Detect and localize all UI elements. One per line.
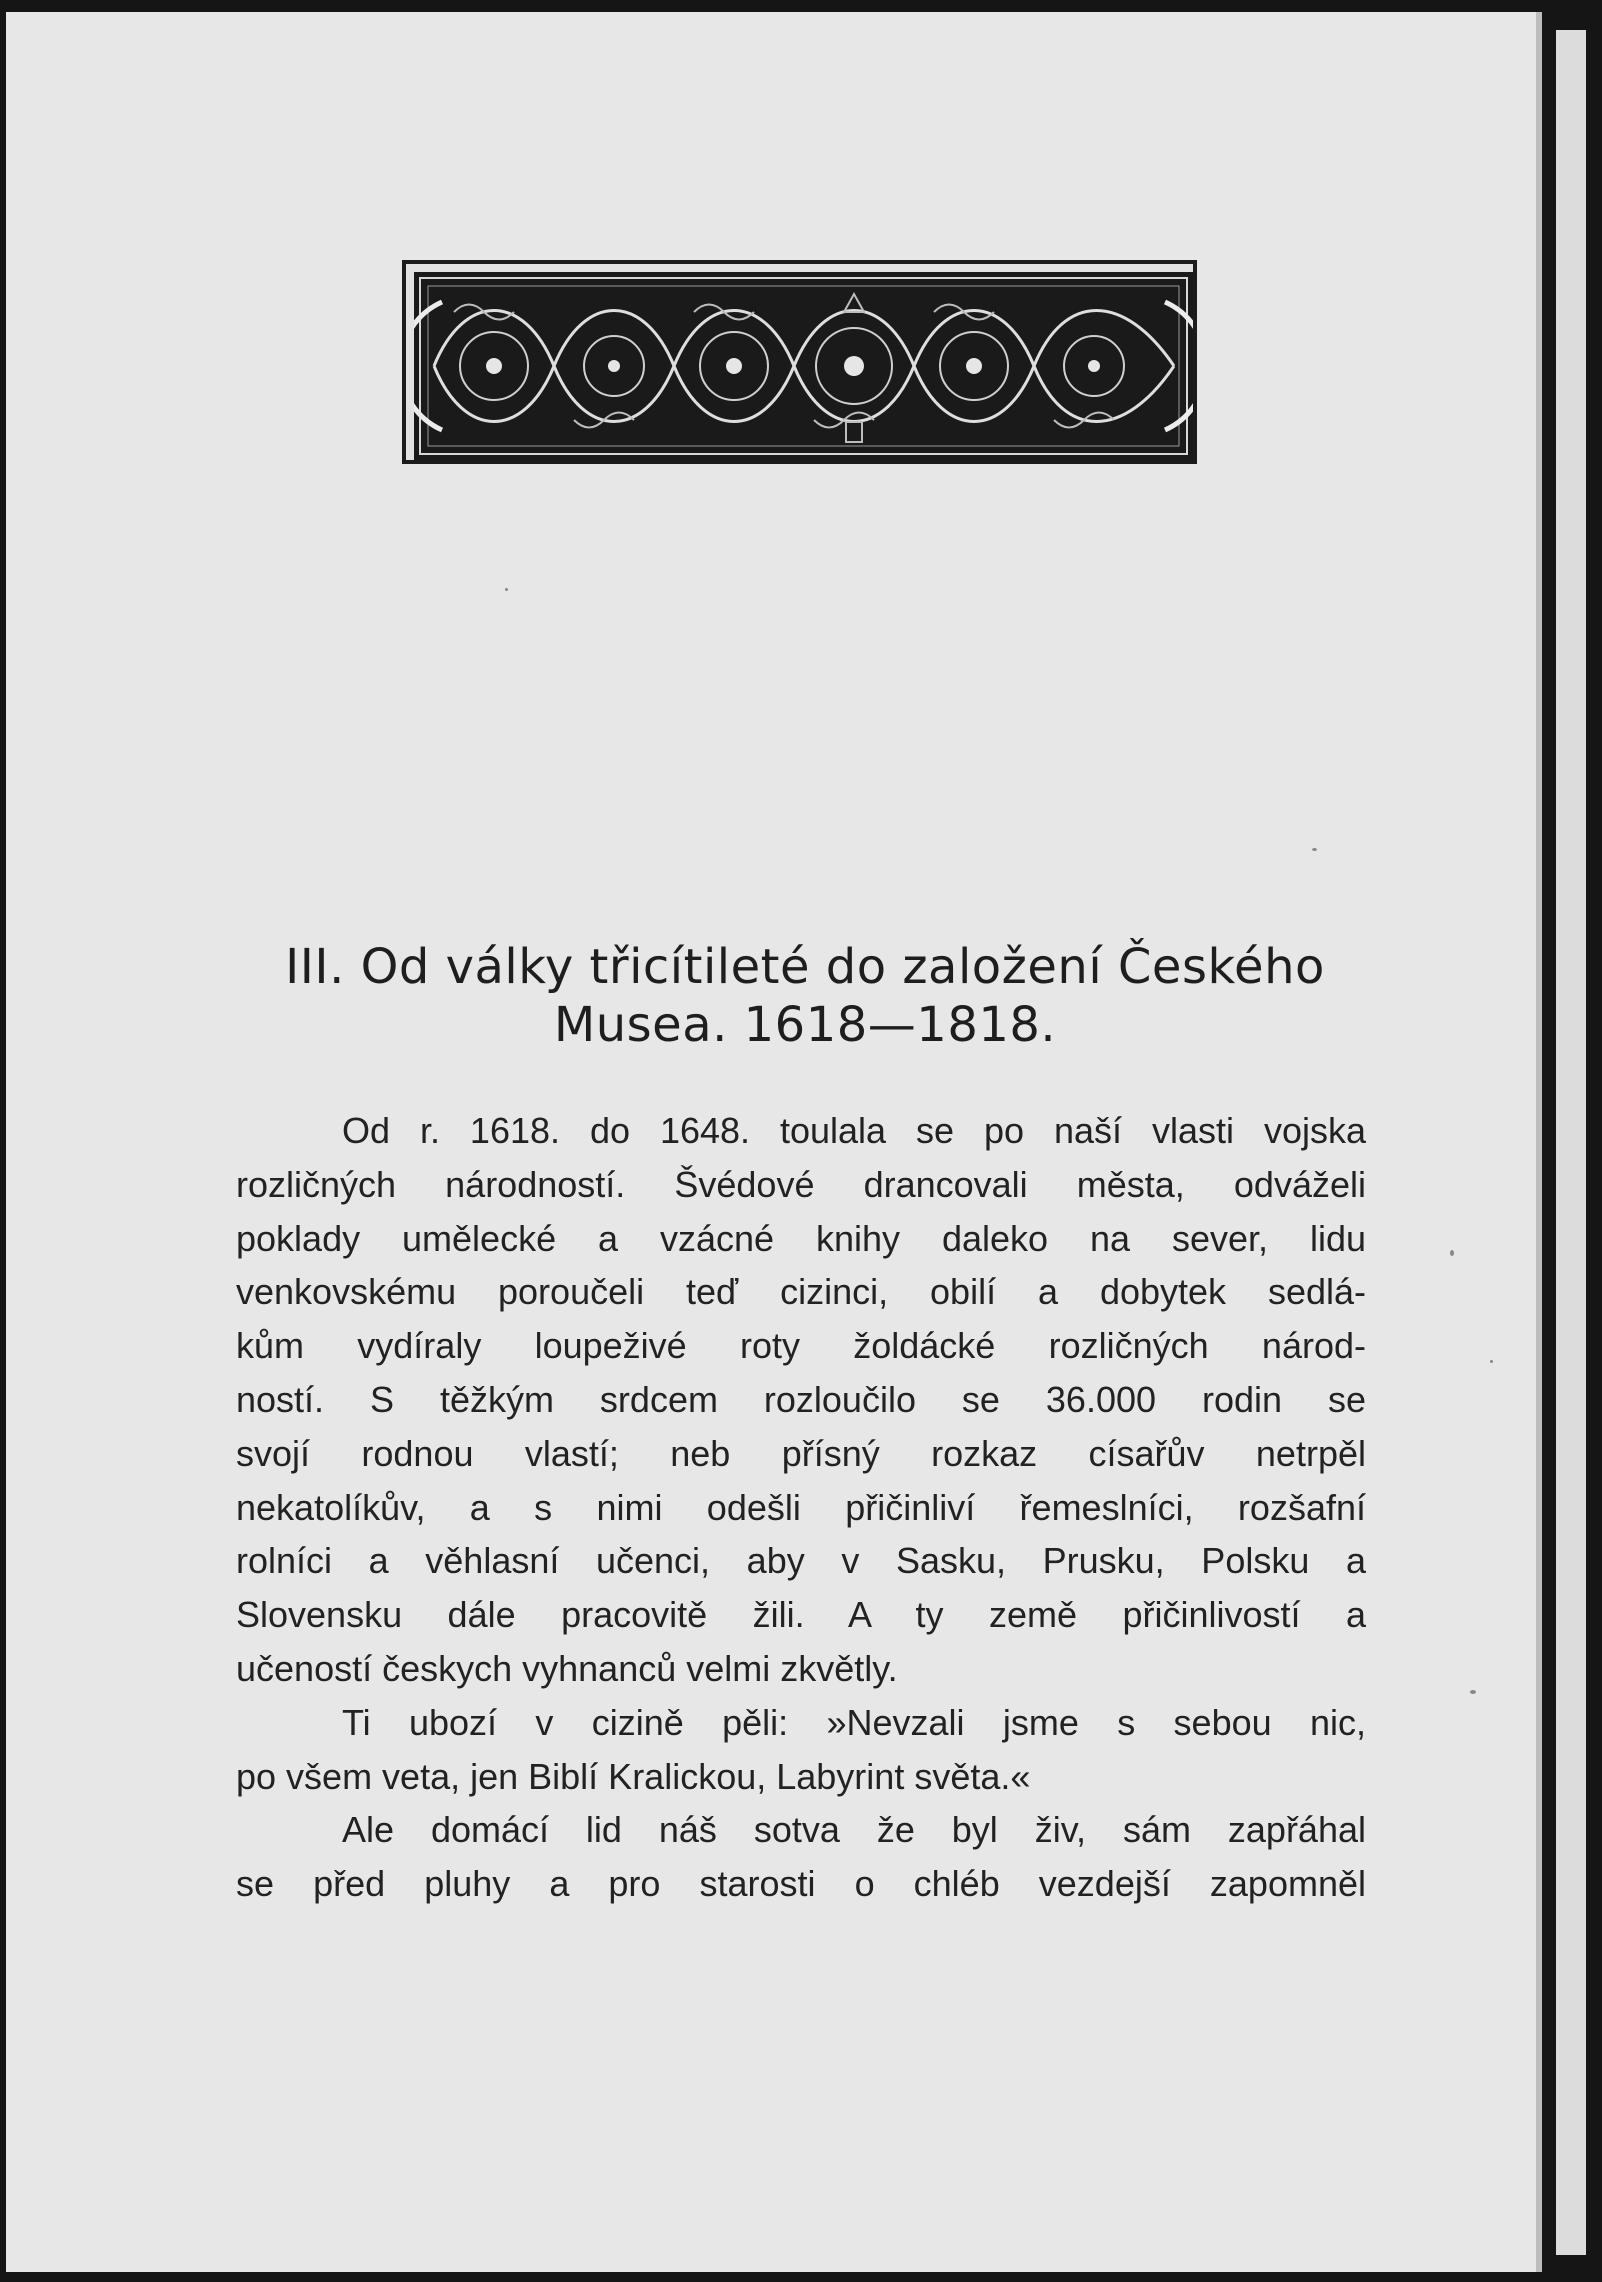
paper-speck xyxy=(1490,1360,1493,1363)
paper-speck xyxy=(1312,848,1317,851)
text-line: po všem veta, jen Biblí Kralickou, Labyrint světa.« xyxy=(236,1755,1031,1797)
paragraph-2 xyxy=(236,1696,1366,1804)
chapter-heading-line-2: Musea. 1618—1818. xyxy=(553,997,1057,1053)
text-line: Ti ubozí v cizině pěli: »Nevzali jsme s sebou nic, xyxy=(342,1701,1366,1743)
text-line: poklady umělecké a vzácné knihy daleko na sever, lidu xyxy=(236,1217,1366,1259)
adjacent-page-strip xyxy=(1556,30,1586,2255)
text-line: Slovensku dále pracovitě žili. A ty země přičinlivostí a xyxy=(236,1594,1366,1636)
chapter-heading xyxy=(230,938,1380,1054)
text-line: se před pluhy a pro starosti o chléb vezdejší zapomněl xyxy=(236,1863,1366,1905)
chapter-body xyxy=(236,1104,1366,1911)
paper-speck xyxy=(1470,1690,1476,1694)
paper-speck xyxy=(505,588,508,591)
text-line: Od r. 1618. do 1648. toulala se po naší vlasti vojska xyxy=(342,1110,1366,1151)
paper-speck xyxy=(1450,1250,1454,1256)
text-line: svojí rodnou vlastí; neb přísný rozkaz císařův netrpěl xyxy=(236,1432,1366,1474)
text-line: Ale domácí lid náš sotva že byl živ, sám zapřáhal xyxy=(342,1809,1366,1851)
text-line: kům vydíraly loupeživé roty žoldácké rozličných národ- xyxy=(236,1325,1366,1367)
text-line: venkovskému poroučeli teď cizinci, obilí a dobytek sedlá- xyxy=(236,1271,1366,1313)
paragraph-1 xyxy=(236,1104,1366,1696)
decorative-headpiece xyxy=(402,260,1197,464)
text-line: ností. S těžkým srdcem rozloučilo se 36.000 rodin se xyxy=(236,1378,1366,1420)
text-line: rolníci a věhlasní učenci, aby v Sasku, Prusku, Polsku a xyxy=(236,1540,1366,1582)
chapter-heading-line-1: III. Od války třicítileté do založení Českého xyxy=(285,939,1325,995)
text-line: nekatolíkův, a s nimi odešli přičinliví řemeslníci, rozšafní xyxy=(236,1486,1366,1528)
paragraph-3 xyxy=(236,1803,1366,1911)
text-line: rozličných národností. Švédové drancovali města, odváželi xyxy=(236,1163,1366,1205)
ornament-pattern xyxy=(414,272,1193,460)
text-line: učeností českych vyhnanců velmi zkvětly. xyxy=(236,1647,898,1689)
page-edge xyxy=(1536,12,1542,2272)
